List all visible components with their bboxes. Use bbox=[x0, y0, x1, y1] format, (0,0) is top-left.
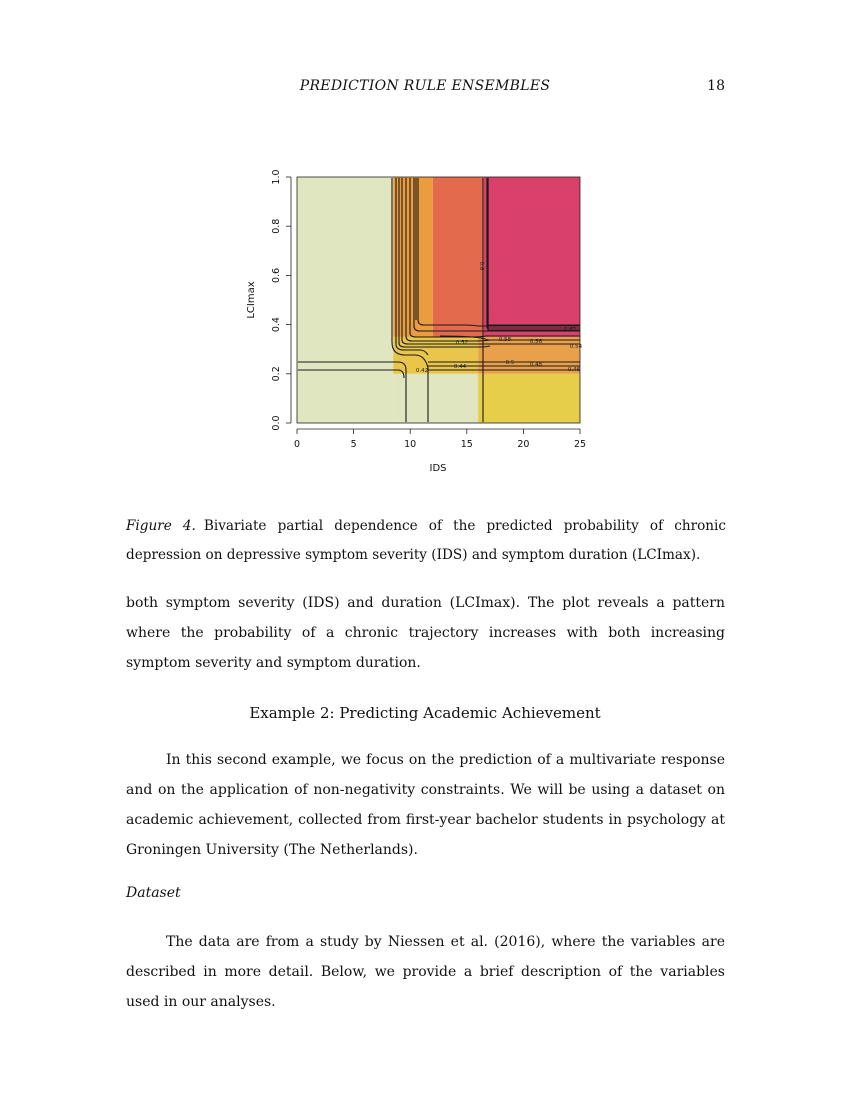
paragraph-2: In this second example, we focus on the prediction of a multivariate response and on the application of non-negativity constraints. We will be using a dataset on academic achievement, collected from first-year bachelor students in psychology at Groningen University (The Netherlands). bbox=[126, 752, 725, 858]
heatmap-region-0 bbox=[297, 177, 393, 423]
x-tick-label: 25 bbox=[573, 439, 587, 450]
figure-caption bbox=[126, 512, 726, 570]
figure-label: Figure 4. bbox=[126, 518, 196, 534]
x-tick-label: 20 bbox=[517, 439, 530, 450]
contour-label: 0.52 bbox=[455, 340, 469, 346]
y-tick-label: 0.6 bbox=[271, 267, 282, 283]
y-tick-label: 0.2 bbox=[271, 366, 282, 382]
running-head bbox=[0, 78, 850, 98]
contour-label: 0.5 bbox=[505, 360, 515, 366]
running-title: PREDICTION RULE ENSEMBLES bbox=[299, 78, 551, 94]
x-tick-label: 5 bbox=[350, 439, 357, 450]
y-tick-label: 0.8 bbox=[271, 218, 282, 234]
contour-label: 0.44 bbox=[453, 364, 467, 370]
caption-text: Bivariate partial dependence of the predicted probability of chronic depression on depressive symptom severity (IDS) and symptom duration (LCImax). bbox=[126, 518, 726, 563]
heatmap-region-7 bbox=[484, 177, 580, 337]
heatmap-region-2 bbox=[478, 374, 580, 423]
page-number: 18 bbox=[707, 78, 725, 94]
subsection-heading: Dataset bbox=[126, 885, 181, 901]
y-tick-label: 0.0 bbox=[271, 415, 282, 431]
contour-label: 0.48 bbox=[529, 362, 543, 368]
paragraph-3: The data are from a study by Niessen et al. (2016), where the variables are described in more detail. Below, we provide a brief description of the variables used in our analyses. bbox=[126, 934, 725, 1010]
contour-label: 0.62 bbox=[563, 327, 577, 333]
x-axis-label: IDS bbox=[429, 463, 447, 474]
x-tick-label: 10 bbox=[404, 439, 417, 450]
x-tick-label: 15 bbox=[460, 439, 473, 450]
paragraph-1: both symptom severity (IDS) and duration (LCImax). The plot reveals a pattern where the probability of a chronic trajectory increases with both increasing symptom severity and symptom duration. bbox=[126, 595, 725, 671]
partial-dependence-heatmap bbox=[240, 160, 600, 480]
section-heading: Example 2: Predicting Academic Achievement bbox=[249, 704, 601, 722]
contour-label: 0.54 bbox=[569, 344, 583, 350]
contour-label: 0.58 bbox=[498, 337, 512, 343]
x-tick-label: 0 bbox=[293, 439, 301, 450]
contour-label: 0.6 bbox=[478, 261, 484, 271]
y-tick-label: 0.4 bbox=[271, 317, 282, 333]
contour-label: 0.56 bbox=[529, 339, 543, 345]
y-axis-label: LCImax bbox=[246, 281, 257, 319]
figure-4 bbox=[240, 160, 600, 480]
contour-label: 0.46 bbox=[567, 367, 581, 373]
heatmap-region-6 bbox=[433, 177, 484, 337]
contour-label: 0.42 bbox=[415, 368, 429, 374]
y-tick-label: 1.0 bbox=[271, 169, 282, 185]
